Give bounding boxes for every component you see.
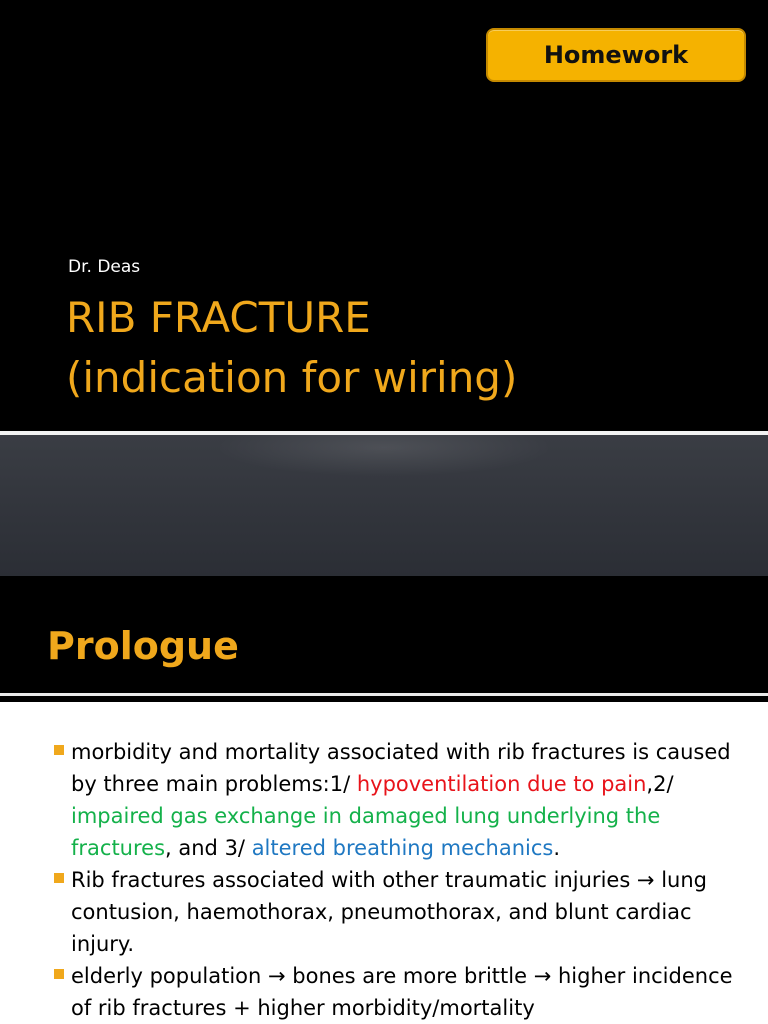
bullet-square-icon	[54, 969, 64, 979]
prologue-slide	[0, 576, 768, 1024]
bullet-square-icon	[54, 745, 64, 755]
highlight-gas-exchange: impaired gas exchange in damaged lung underlying the fractures	[71, 804, 661, 860]
slide-title-line-2: (indication for wiring)	[66, 353, 518, 402]
bullet-square-icon	[54, 873, 64, 883]
bullet-list	[54, 736, 744, 1024]
bullet-text: Rib fractures associated with other traumatic injuries → lung contusion, haemothorax, pneumothorax, and blunt cardiac injury.	[71, 868, 707, 956]
band-glow	[214, 435, 554, 477]
author-name: Dr. Deas	[68, 257, 141, 277]
bullet-item-2	[54, 864, 744, 960]
prologue-heading: Prologue	[47, 624, 239, 668]
title-slide	[0, 0, 768, 432]
homework-button[interactable]	[486, 28, 746, 82]
slide-divider-band	[0, 435, 768, 576]
bullet-text: elderly population → bones are more brittle → higher incidence of rib fractures + higher morbidity/mortality	[71, 964, 733, 1020]
content-panel	[0, 702, 768, 1024]
bullet-item-1	[54, 736, 744, 864]
highlight-breathing-mechanics: altered breathing mechanics	[251, 836, 554, 860]
bullet-text: ,2/	[646, 772, 674, 796]
bullet-item-3	[54, 960, 744, 1024]
slide-title	[66, 288, 517, 408]
content-rule	[0, 693, 768, 696]
highlight-hypoventilation: hypoventilation due to pain	[356, 772, 647, 796]
bullet-text: morbidity and mortality associated with rib fractures is caused by three main problems:1/	[71, 740, 731, 796]
bullet-text: .	[553, 836, 561, 860]
homework-button-label: Homework	[543, 41, 689, 69]
bullet-text: , and 3/	[165, 836, 252, 860]
slide-title-line-1: RIB FRACTURE	[66, 293, 371, 342]
